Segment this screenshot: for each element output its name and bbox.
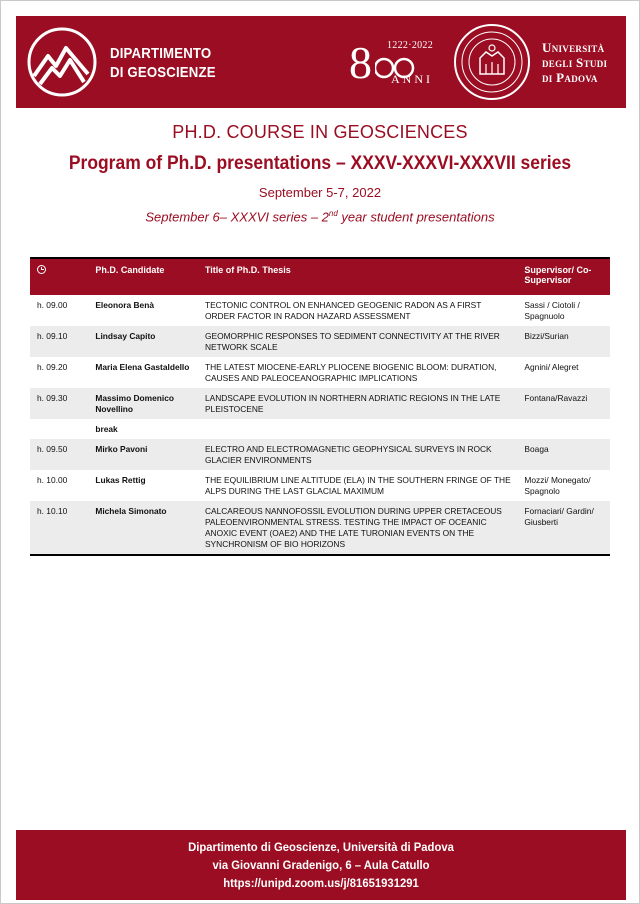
table-row [30,501,610,555]
zoom-link[interactable]: https://unipd.zoom.us/j/81651931291 [223,876,419,890]
row-time: h. 10.00 [37,475,68,485]
anniversary-word: ANNI [391,72,433,86]
university-name-line3: di Padova [542,70,598,85]
footer-address-line2: via Giovanni Gradenigo, 6 – Aula Catullo [212,858,430,872]
header-candidate: Ph.D. Candidate [88,258,198,295]
table-row [30,470,610,501]
row-time [30,419,88,439]
header-time [30,258,88,295]
row-candidate: Massimo Domenico Novellino [88,388,198,419]
university-name-line2: degli Studi [542,55,608,70]
schedule-table [30,257,610,556]
series-subtitle [0,209,640,224]
row-thesis: ELECTRO AND ELECTROMAGNETIC GEOPHYSICAL SURVEYS IN ROCK GLACIER ENVIRONMENTS [198,439,517,470]
row-supervisor [517,419,610,439]
row-supervisor: Sassi / Ciotoli / Spagnuolo [524,300,580,321]
date-range: September 5-7, 2022 [258,185,382,200]
row-thesis: CALCAREOUS NANNOFOSSIL EVOLUTION DURING UPPER CRETACEOUS PALEOENVIRONMENTAL STRESS. TESTING THE IMPACT OF OCEANIC ANOXIC EVENT (OAE2) AND THE LATE TURONIAN EVENTS ON THE SYNCHRONISM OF BIO HORIZONS [198,501,517,555]
anniversary-logo [349,38,437,90]
series-subtitle-sup: nd [328,209,338,218]
footer-address-line1: Dipartimento di Geoscienze, Università di Padova [188,840,454,854]
row-time: h. 09.10 [30,326,88,357]
row-supervisor: Agnini/ Alegret [524,362,579,372]
table-row [30,326,610,357]
course-title: PH.D. COURSE IN GEOSCIENCES [172,122,468,142]
row-candidate: Maria Elena Gastaldello [95,362,190,372]
row-supervisor: Fontana/Ravazzi [517,388,610,419]
table-row-break [30,419,610,439]
row-candidate: Mirko Pavoni [88,439,198,470]
row-break-label: break [95,424,118,434]
series-subtitle-suffix: year student presentations [337,209,495,225]
department-name-line2: DI GEOSCIENZE [110,64,216,81]
title-block [0,118,640,224]
footer-banner [16,830,626,900]
row-candidate: Lukas Rettig [95,475,146,485]
department-name-line1: DIPARTIMENTO [110,45,212,62]
row-thesis [198,419,517,439]
row-thesis: THE LATEST MIOCENE-EARLY PLIOCENE BIOGENIC BLOOM: DURATION, CAUSES AND PALEOCEANOGRAPHIC IMPLICATIONS [204,362,497,383]
row-time: h. 09.20 [37,362,68,372]
row-time: h. 09.50 [30,439,88,470]
row-candidate: Lindsay Capito [88,326,198,357]
row-time: h. 10.10 [30,501,88,555]
university-seal-icon [452,22,532,102]
row-thesis: GEOMORPHIC RESPONSES TO SEDIMENT CONNECTIVITY AT THE RIVER NETWORK SCALE [198,326,517,357]
row-candidate: Eleonora Benà [95,300,154,310]
row-candidate: Michela Simonato [88,501,198,555]
header-supervisor: Supervisor/ Co-Supervisor [517,258,610,295]
table-row [30,357,610,388]
table-row [30,439,610,470]
table-row [30,295,610,326]
row-thesis: THE EQUILIBRIUM LINE ALTITUDE (ELA) IN THE SOUTHERN FRINGE OF THE ALPS DURING THE LAST GLACIAL MAXIMUM [204,475,511,496]
row-supervisor: Boaga [517,439,610,470]
header-banner [16,16,626,108]
anniversary-800-icon: 8 [349,37,370,88]
university-name [542,40,607,85]
mountain-logo-icon [26,26,98,98]
series-subtitle-prefix: September 6– XXXVI series – 2 [145,209,329,225]
university-name-line1: Università [542,40,605,55]
department-name [110,44,216,82]
program-title: Program of Ph.D. presentations – XXXV-XXXVI-XXXVII series [68,153,572,174]
row-time: h. 09.30 [30,388,88,419]
table-header-row [30,258,610,295]
row-supervisor: Bizzi/Surian [517,326,610,357]
row-supervisor: Fornaciari/ Gardin/ Giusberti [517,501,610,555]
row-supervisor: Mozzi/ Monegato/ Spagnolo [524,475,591,496]
table-row [30,388,610,419]
row-thesis: TECTONIC CONTROL ON ENHANCED GEOGENIC RADON AS A FIRST ORDER FACTOR IN RADON HAZARD ASSESSMENT [204,300,482,321]
row-time: h. 09.00 [37,300,68,310]
anniversary-years: 1222·2022 [387,40,434,51]
header-thesis: Title of Ph.D. Thesis [198,258,517,295]
clock-icon [37,265,46,274]
row-thesis: LANDSCAPE EVOLUTION IN NORTHERN ADRIATIC REGIONS IN THE LATE PLEISTOCENE [198,388,517,419]
